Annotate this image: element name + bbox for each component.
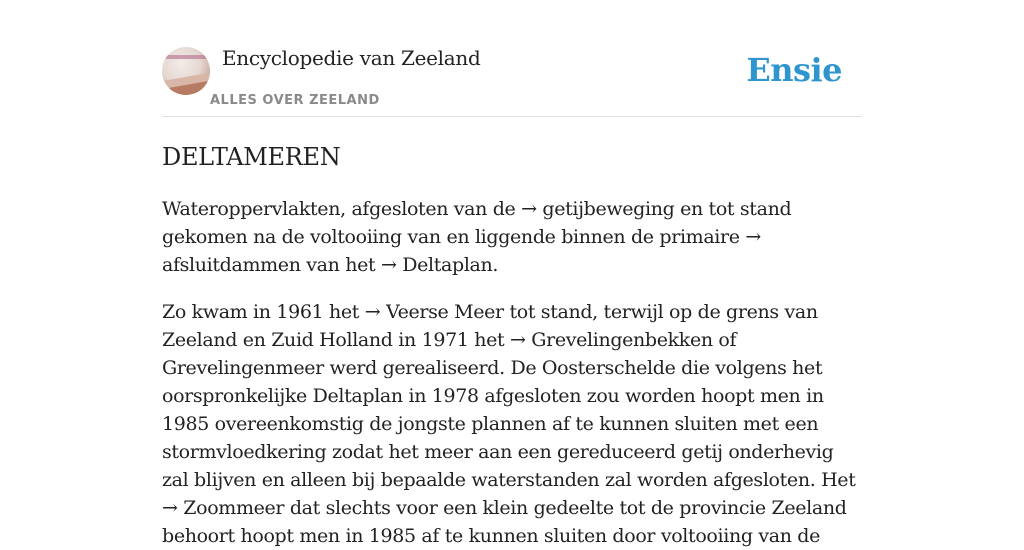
- article-title: DELTAMEREN: [162, 143, 341, 171]
- brand-logo[interactable]: Ensie: [746, 51, 842, 89]
- site-logo[interactable]: [162, 47, 210, 95]
- article-paragraph: Zo kwam in 1961 het → Veerse Meer tot stand, terwijl op de grens van Zeeland en Zuid Holland in 1971 het → Grevelingenbekken of Grevelingenmeer werd gerealiseerd. De Oosterschelde die volgens het oorspronkelijke Deltaplan in 1978 afgesloten zou worden hoopt men in 1985 overeenkomstig de jongste plannen af te kunnen sluiten met een stormvloedkering zodat het meer aan een gereduceerd getij onderhevig zal blijven en alleen bij bepaalde waterstanden zal worden afgesloten. Het → Zoommeer dat slechts voor een klein gedeelte tot de provincie Zeeland behoort hoopt men in 1985 af te kunnen sluiten door voltooiing van de: [162, 301, 856, 547]
- article-paragraph: Wateroppervlakten, afgesloten van de → getijbeweging en tot stand gekomen na de voltooiing van en liggende binnen de primaire → afsluitdammen van het → Deltaplan.: [162, 198, 792, 276]
- site-title[interactable]: Encyclopedie van Zeeland: [222, 46, 481, 70]
- site-subtitle: ALLES OVER ZEELAND: [210, 93, 380, 108]
- logo-detail: [164, 55, 208, 59]
- page: [162, 0, 862, 550]
- site-header: [162, 0, 862, 117]
